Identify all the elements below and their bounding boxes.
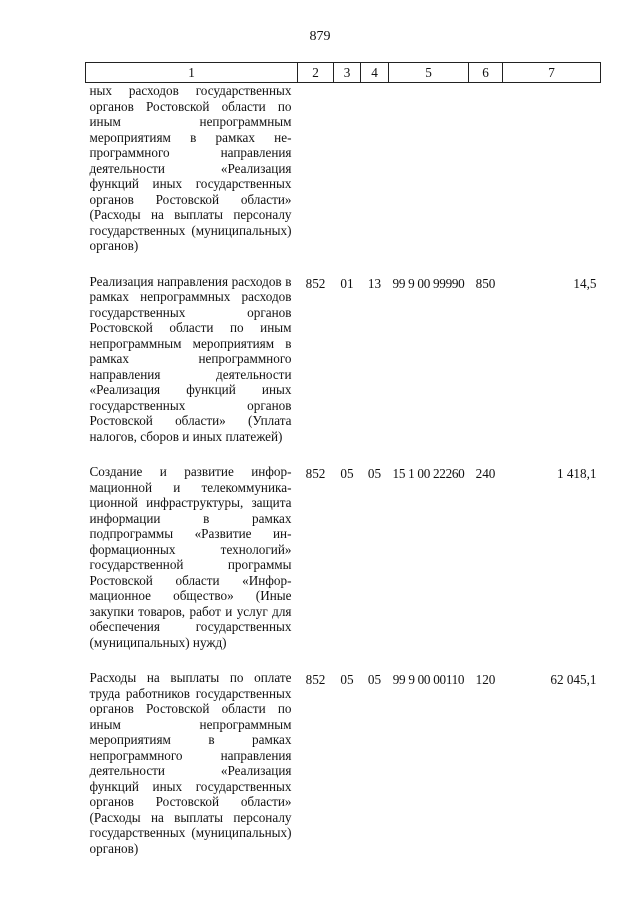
row-expense-type <box>469 83 503 273</box>
table-row <box>86 83 601 273</box>
row-description: Создание и развитие информационной и телекоммуникационной инфраструктуры, защита информации в рамках подпрограммы «Развитие информационных технологий» государственной программы Ростовской области «Информационное общество» (Иные закупки товаров, работ и услуг для обеспечения государственных (муниципальных) нужд) <box>89 464 292 650</box>
row-ministry: 852 <box>305 275 326 291</box>
row-description: ных расходов государственных органов Ростовской области по иным непрограммным мероприятиям в рамках непрограммного направления деятельности «Реализация функций иных государственных органов Ростовской области» (Расходы на выплаты персоналу государственных (муниципальных) органов) <box>89 83 292 253</box>
column-header: 1 <box>86 63 298 83</box>
column-header: 5 <box>389 63 469 83</box>
table-row <box>86 273 601 464</box>
row-subsection <box>361 83 389 273</box>
row-expense-type: 240 <box>475 466 496 481</box>
column-header: 6 <box>469 63 503 83</box>
row-target-code <box>389 83 469 273</box>
row-amount: 14,5 <box>573 275 597 291</box>
row-description: Расходы на выплаты по оплате труда работников государственных органов Ростовской области по иным непрограммным мероприятиям в рамках непрограммного направления деятельности «Реализация функций иных государственных органов Ростовской области» (Расходы на выплаты персоналу государственных (муниципальных) органов) <box>89 670 292 856</box>
table-row <box>86 669 601 875</box>
row-section: 05 <box>340 672 354 687</box>
budget-table <box>85 62 601 875</box>
column-header: 3 <box>334 63 361 83</box>
row-subsection: 13 <box>367 275 382 291</box>
column-header: 7 <box>503 63 601 83</box>
row-target-code: 99 9 00 00110 <box>392 672 465 687</box>
table-row <box>86 463 601 669</box>
row-subsection: 05 <box>367 466 382 481</box>
row-section: 01 <box>340 275 354 291</box>
row-amount: 1 418,1 <box>556 466 597 481</box>
row-amount: 62 045,1 <box>550 672 597 687</box>
row-subsection: 05 <box>367 672 382 687</box>
row-expense-type: 850 <box>475 275 496 291</box>
row-amount <box>503 83 601 273</box>
row-section: 05 <box>340 466 354 481</box>
row-target-code: 99 9 00 99990 <box>392 275 465 291</box>
row-section <box>334 83 361 273</box>
row-ministry: 852 <box>305 672 326 687</box>
row-description: Реализация направления расходов в рамках непрограммных расходов государственных органов Ростовской области по иным непрограммным мероприятиям в рамках непрограммного направления деятельности «Реализация функций иных государственных органов Ростовской области» (Уплата налогов, сборов и иных платежей) <box>89 273 292 444</box>
row-expense-type: 120 <box>475 672 496 687</box>
row-target-code: 15 1 00 22260 <box>392 466 465 481</box>
column-header: 2 <box>298 63 334 83</box>
row-ministry: 852 <box>305 466 326 481</box>
column-header: 4 <box>361 63 389 83</box>
table-header-row <box>86 63 601 83</box>
page-number: 879 <box>309 29 331 44</box>
row-ministry <box>298 83 334 273</box>
